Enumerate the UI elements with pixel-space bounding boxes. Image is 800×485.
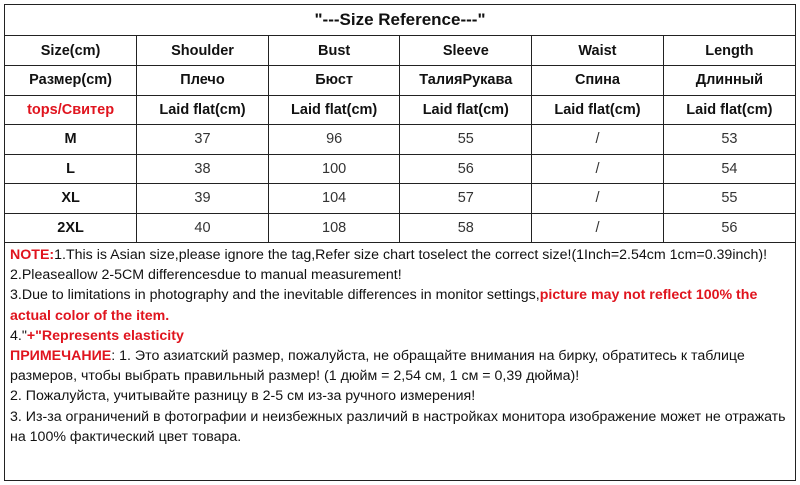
header-cell: Плечо — [137, 66, 269, 96]
value-cell: 40 — [137, 213, 269, 243]
header-cell: Размер(cm) — [5, 66, 137, 96]
note-highlight: picture may not reflect 100% the actual color of the item. — [10, 287, 758, 324]
value-cell: / — [532, 154, 664, 184]
value-cell: 38 — [137, 154, 269, 184]
header-cell: Спина — [532, 66, 664, 96]
header-cell: Бюст — [268, 66, 400, 96]
value-cell: 37 — [137, 125, 269, 155]
value-cell: 56 — [400, 154, 532, 184]
method-row — [5, 95, 795, 125]
header-cell: ТалияРукава — [400, 66, 532, 96]
note-text: : 1. Это азиатский размер, пожалуйста, не обращайте внимания на бирку, обратитесь к таблице размеров, чтобы выбрать правильный размер! (1 дюйм = 2,54 см, 1 см = 0,39 дюйма)! — [10, 348, 745, 385]
header-cell: Waist — [532, 36, 664, 66]
header-cell: Length — [663, 36, 795, 66]
note-ru-1 — [10, 346, 790, 386]
note-highlight: +"Represents elasticity — [26, 327, 184, 344]
size-label: XL — [5, 184, 137, 214]
value-cell: 55 — [663, 184, 795, 214]
table-row — [5, 125, 795, 155]
note-2: 2.Pleaseallow 2-5CM differencesdue to manual measurement! — [10, 267, 402, 284]
note-3 — [10, 285, 790, 325]
size-table — [5, 36, 795, 243]
method-cell: Laid flat(cm) — [663, 95, 795, 125]
header-row-en — [5, 36, 795, 66]
value-cell: 57 — [400, 184, 532, 214]
value-cell: 108 — [268, 213, 400, 243]
method-cell: Laid flat(cm) — [268, 95, 400, 125]
value-cell: 53 — [663, 125, 795, 155]
note-text: 4." — [10, 327, 27, 344]
sheet-title: "---Size Reference---" — [5, 5, 795, 36]
value-cell: 100 — [268, 154, 400, 184]
header-row-ru — [5, 66, 795, 96]
value-cell: / — [532, 184, 664, 214]
value-cell: / — [532, 213, 664, 243]
method-cell: Laid flat(cm) — [137, 95, 269, 125]
header-cell: Длинный — [663, 66, 795, 96]
value-cell: 58 — [400, 213, 532, 243]
value-cell: 55 — [400, 125, 532, 155]
note-label: NOTE: — [10, 247, 55, 263]
note-4 — [10, 326, 790, 346]
value-cell: / — [532, 125, 664, 155]
value-cell: 56 — [663, 213, 795, 243]
note-text: 1.This is Asian size,please ignore the tag,Refer size chart toselect the correct size!(1Inch=2.54cm 1cm=0.39inch)! — [54, 247, 768, 263]
note-ru-3: 3. Из-за ограничений в фотографии и неизбежных различий в настройках монитора изображение может не отражать на 100% фактический цвет товара. — [10, 408, 786, 445]
header-cell: Sleeve — [400, 36, 532, 66]
value-cell: 39 — [137, 184, 269, 214]
table-row — [5, 154, 795, 184]
note-text: 3.Due to limitations in photography and the inevitable differences in monitor settings, — [10, 287, 540, 304]
size-label: L — [5, 154, 137, 184]
value-cell: 104 — [268, 184, 400, 214]
size-label: M — [5, 125, 137, 155]
note-1 — [10, 245, 790, 265]
method-cell: Laid flat(cm) — [400, 95, 532, 125]
category-label: tops/Свитер — [5, 95, 137, 125]
value-cell: 54 — [663, 154, 795, 184]
table-row — [5, 213, 795, 243]
size-label: 2XL — [5, 213, 137, 243]
notes-section — [5, 243, 795, 447]
header-cell: Size(cm) — [5, 36, 137, 66]
size-reference-sheet — [4, 4, 796, 481]
value-cell: 96 — [268, 125, 400, 155]
header-cell: Shoulder — [137, 36, 269, 66]
note-ru-2: 2. Пожалуйста, учитывайте разницу в 2-5 см из-за ручного измерения! — [10, 388, 476, 405]
table-row — [5, 184, 795, 214]
header-cell: Bust — [268, 36, 400, 66]
method-cell: Laid flat(cm) — [532, 95, 664, 125]
note-label-ru: ПРИМЕЧАНИЕ — [10, 348, 112, 365]
